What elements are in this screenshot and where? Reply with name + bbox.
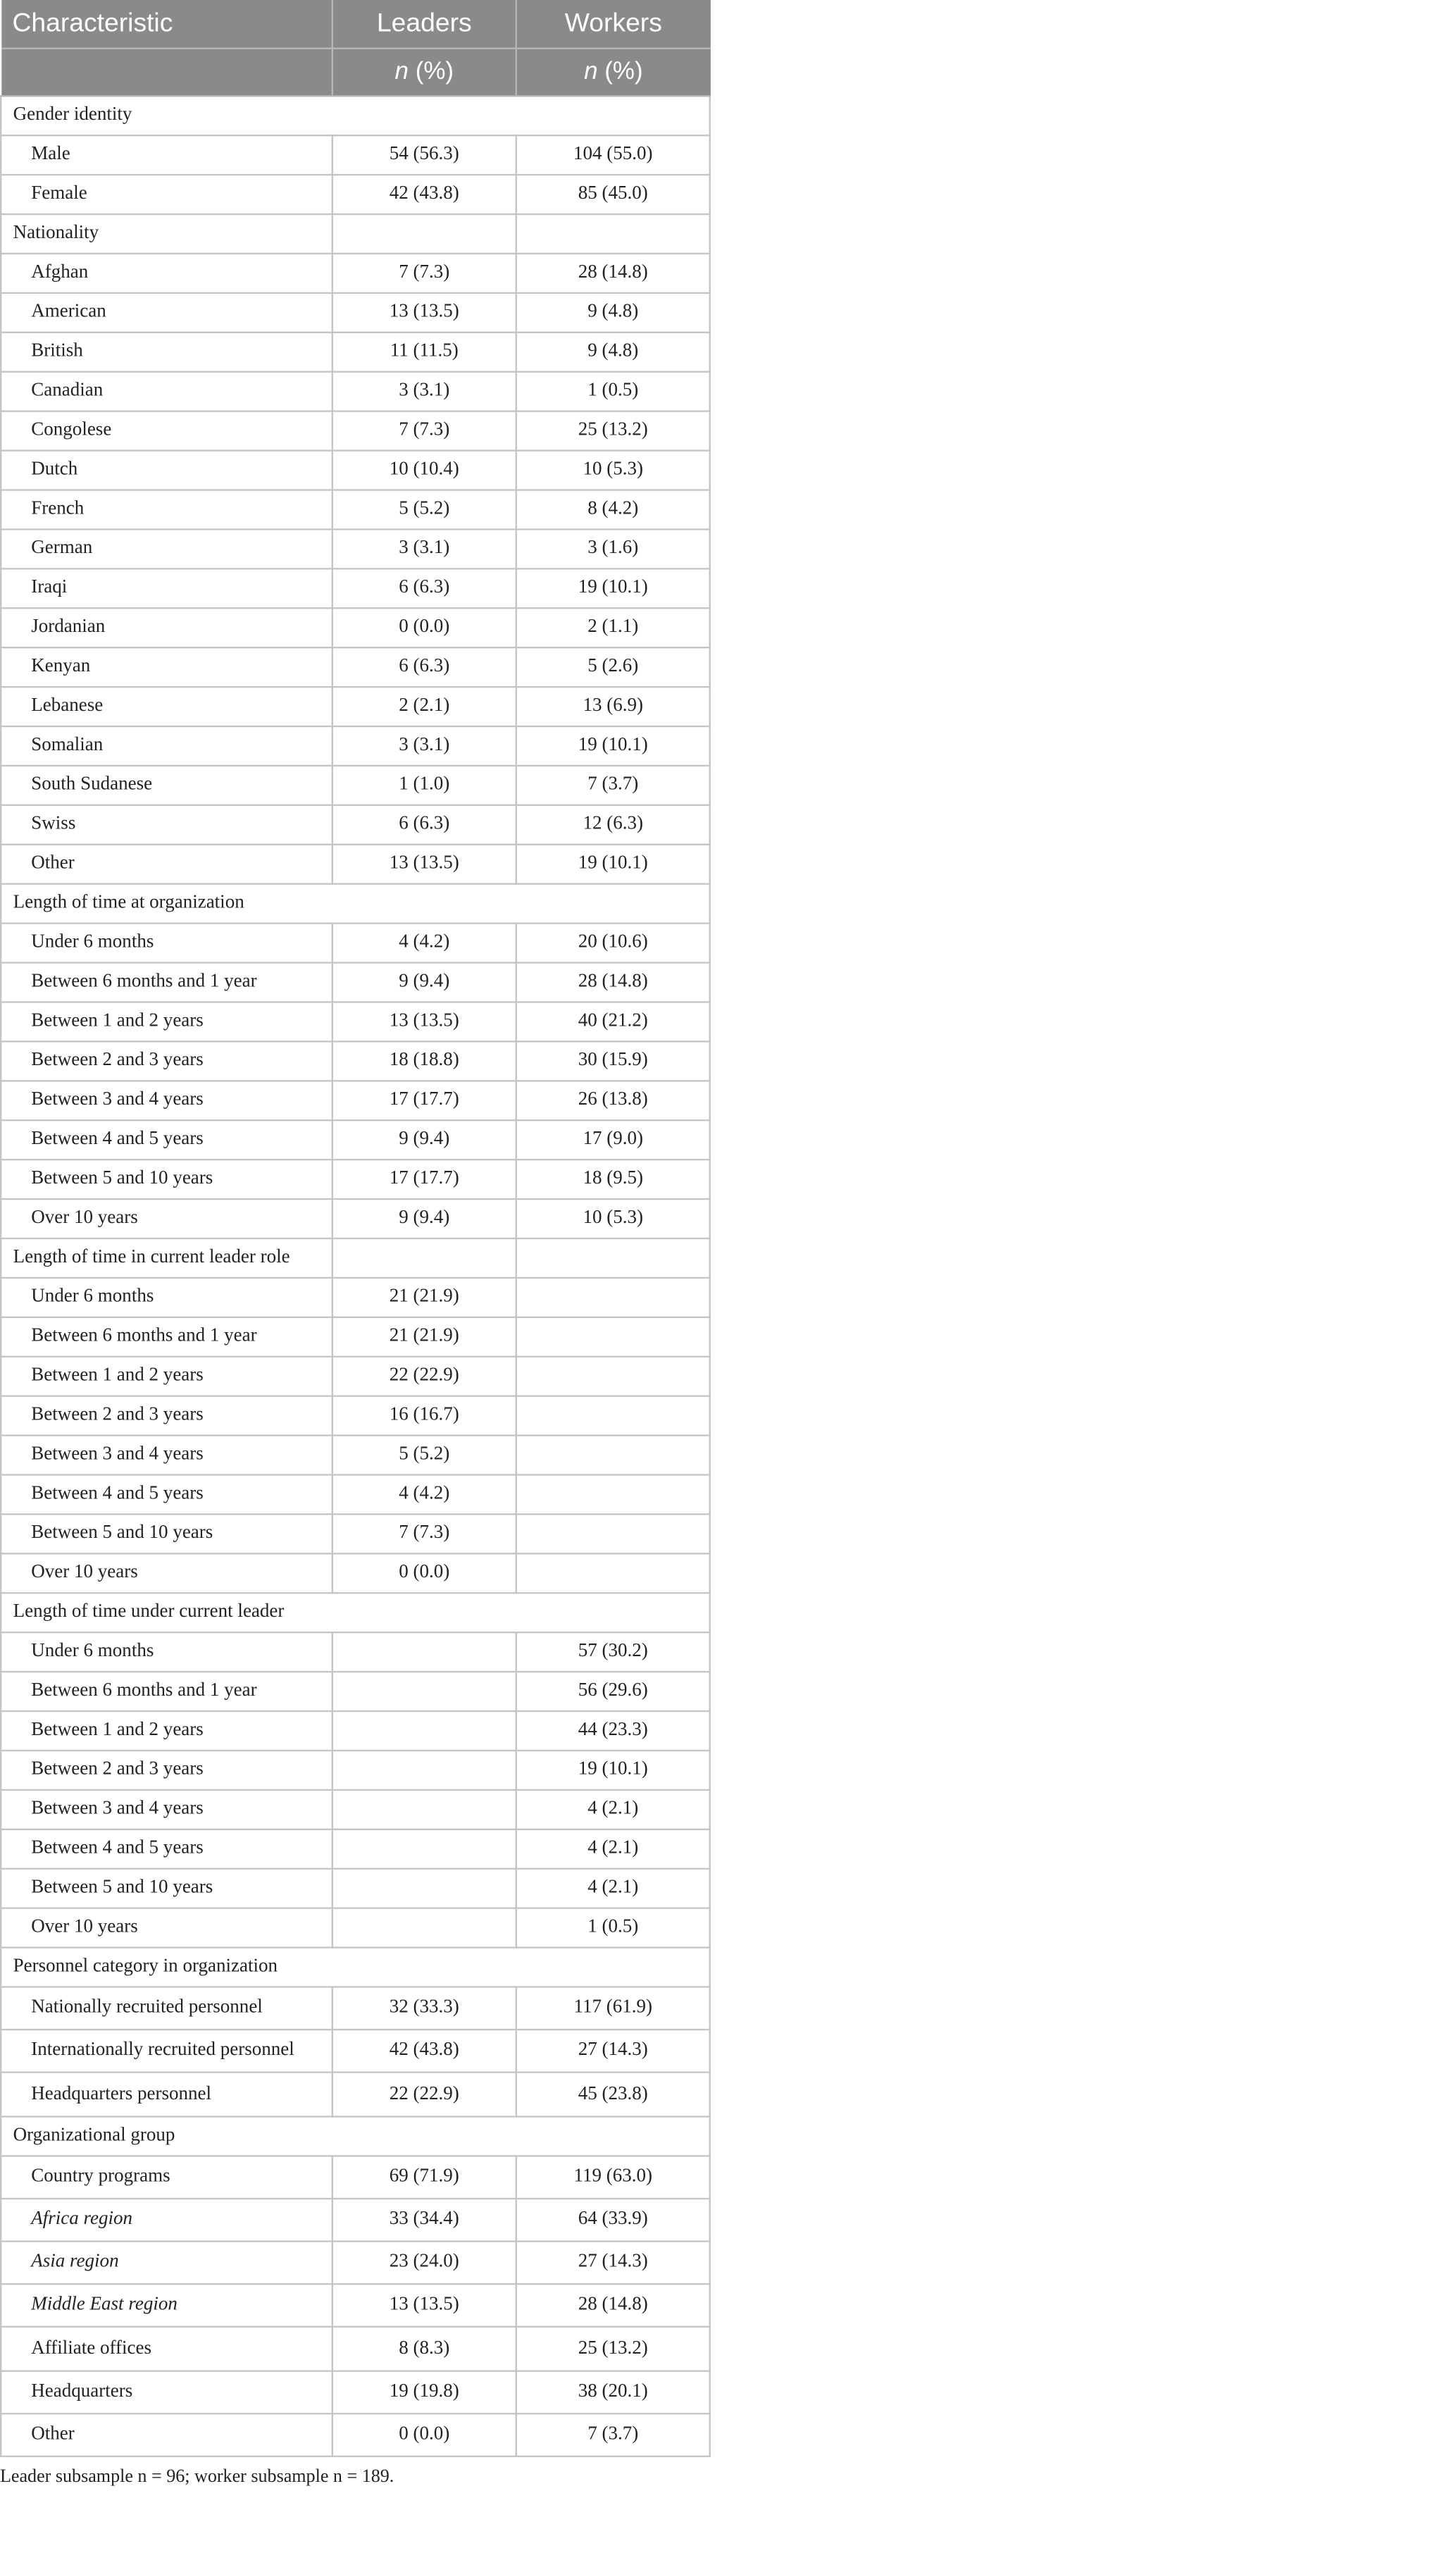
row-label: Between 6 months and 1 year	[1, 1672, 332, 1711]
leaders-value	[332, 1829, 516, 1869]
workers-value: 19 (10.1)	[516, 569, 710, 608]
group-title: Organizational group	[1, 2116, 710, 2156]
workers-value: 9 (4.8)	[516, 333, 710, 372]
workers-value: 26 (13.8)	[516, 1081, 710, 1120]
workers-value: 25 (13.2)	[516, 2328, 710, 2371]
row-label: Between 6 months and 1 year	[1, 963, 332, 1002]
subheader-workers-n: n	[584, 56, 598, 85]
leaders-value: 5 (5.2)	[332, 1436, 516, 1475]
table-row	[1, 135, 710, 175]
table-row	[1, 1160, 710, 1199]
workers-value: 30 (15.9)	[516, 1041, 710, 1081]
leaders-value	[332, 1908, 516, 1948]
group-blank-cell	[332, 214, 516, 254]
workers-value: 10 (5.3)	[516, 451, 710, 490]
table-row	[1, 2413, 710, 2456]
table-row	[1, 1199, 710, 1238]
table-row	[1, 2284, 710, 2327]
leaders-value	[332, 1790, 516, 1829]
leaders-value: 42 (43.8)	[332, 175, 516, 214]
table-row	[1, 1829, 710, 1869]
header-characteristic: Characteristic	[1, 0, 332, 49]
group-row	[1, 214, 710, 254]
table-row	[1, 333, 710, 372]
table-row	[1, 845, 710, 884]
workers-value: 40 (21.2)	[516, 1002, 710, 1041]
row-label: Between 5 and 10 years	[1, 1869, 332, 1908]
leaders-value	[332, 1869, 516, 1908]
row-label: Affiliate offices	[1, 2328, 332, 2371]
table-row	[1, 411, 710, 451]
table-row	[1, 2073, 710, 2116]
table-row	[1, 1081, 710, 1120]
table-row	[1, 608, 710, 647]
table-row	[1, 1514, 710, 1553]
workers-value	[516, 1278, 710, 1317]
leaders-value: 21 (21.9)	[332, 1317, 516, 1357]
group-row	[1, 1238, 710, 1278]
workers-value: 27 (14.3)	[516, 2030, 710, 2073]
table-row	[1, 1711, 710, 1751]
workers-value: 7 (3.7)	[516, 766, 710, 805]
row-label: Over 10 years	[1, 1553, 332, 1593]
workers-value: 17 (9.0)	[516, 1120, 710, 1160]
table-row	[1, 805, 710, 845]
row-label: Asia region	[1, 2241, 332, 2284]
workers-value: 12 (6.3)	[516, 805, 710, 845]
row-label: Between 2 and 3 years	[1, 1751, 332, 1790]
workers-value: 8 (4.2)	[516, 490, 710, 530]
workers-value: 4 (2.1)	[516, 1869, 710, 1908]
row-label: American	[1, 293, 332, 333]
row-label: Under 6 months	[1, 1278, 332, 1317]
workers-value: 19 (10.1)	[516, 1751, 710, 1790]
row-label: Middle East region	[1, 2284, 332, 2327]
group-title: Length of time under current leader	[1, 1593, 710, 1632]
row-label: Between 1 and 2 years	[1, 1357, 332, 1396]
row-label: Other	[1, 845, 332, 884]
leaders-value: 7 (7.3)	[332, 1514, 516, 1553]
workers-value: 57 (30.2)	[516, 1632, 710, 1672]
group-title: Length of time in current leader role	[1, 1238, 332, 1278]
workers-value: 28 (14.8)	[516, 2284, 710, 2327]
row-label: Between 1 and 2 years	[1, 1002, 332, 1041]
table-row	[1, 2328, 710, 2371]
table-row	[1, 2155, 710, 2198]
leaders-value: 3 (3.1)	[332, 726, 516, 766]
table-row	[1, 1317, 710, 1357]
table-row	[1, 963, 710, 1002]
leaders-value: 21 (21.9)	[332, 1278, 516, 1317]
leaders-value: 42 (43.8)	[332, 2030, 516, 2073]
header-leaders: Leaders	[332, 0, 516, 49]
table-row	[1, 175, 710, 214]
group-row	[1, 1593, 710, 1632]
table-row	[1, 1475, 710, 1515]
subheader-leaders	[332, 49, 516, 97]
group-title: Nationality	[1, 214, 332, 254]
leaders-value: 13 (13.5)	[332, 845, 516, 884]
row-label: Between 3 and 4 years	[1, 1081, 332, 1120]
leaders-value: 22 (22.9)	[332, 2073, 516, 2116]
row-label: Over 10 years	[1, 1908, 332, 1948]
workers-value: 117 (61.9)	[516, 1987, 710, 2030]
row-label: Between 5 and 10 years	[1, 1514, 332, 1553]
table-row	[1, 1632, 710, 1672]
leaders-value: 10 (10.4)	[332, 451, 516, 490]
leaders-value: 9 (9.4)	[332, 963, 516, 1002]
leaders-value: 4 (4.2)	[332, 924, 516, 963]
workers-value: 119 (63.0)	[516, 2155, 710, 2198]
workers-value	[516, 1436, 710, 1475]
workers-value: 25 (13.2)	[516, 411, 710, 451]
leaders-value: 3 (3.1)	[332, 372, 516, 411]
workers-value: 7 (3.7)	[516, 2413, 710, 2456]
row-label: German	[1, 529, 332, 569]
table-row	[1, 529, 710, 569]
subheader-empty	[1, 49, 332, 97]
workers-value: 45 (23.8)	[516, 2073, 710, 2116]
table-row	[1, 1357, 710, 1396]
table-header	[1, 0, 710, 96]
leaders-value: 5 (5.2)	[332, 490, 516, 530]
table-row	[1, 1751, 710, 1790]
table-row	[1, 687, 710, 726]
leaders-value: 6 (6.3)	[332, 805, 516, 845]
workers-value: 4 (2.1)	[516, 1790, 710, 1829]
workers-value: 27 (14.3)	[516, 2241, 710, 2284]
leaders-value: 19 (19.8)	[332, 2371, 516, 2413]
leaders-value: 8 (8.3)	[332, 2328, 516, 2371]
workers-value: 10 (5.3)	[516, 1199, 710, 1238]
row-label: Under 6 months	[1, 1632, 332, 1672]
table-row	[1, 1908, 710, 1948]
group-row	[1, 1948, 710, 1987]
leaders-value: 13 (13.5)	[332, 1002, 516, 1041]
row-label: Jordanian	[1, 608, 332, 647]
group-blank-cell	[516, 1238, 710, 1278]
row-label: Country programs	[1, 2155, 332, 2198]
group-title: Personnel category in organization	[1, 1948, 710, 1987]
row-label: Between 3 and 4 years	[1, 1790, 332, 1829]
row-label: Headquarters personnel	[1, 2073, 332, 2116]
table-row	[1, 1278, 710, 1317]
table-container	[0, 0, 711, 2487]
row-label: Between 4 and 5 years	[1, 1475, 332, 1515]
table-row	[1, 1672, 710, 1711]
row-label: Iraqi	[1, 569, 332, 608]
leaders-value: 11 (11.5)	[332, 333, 516, 372]
leaders-value: 3 (3.1)	[332, 529, 516, 569]
leaders-value: 7 (7.3)	[332, 254, 516, 293]
subheader-leaders-pct: (%)	[408, 56, 454, 85]
header-row	[1, 0, 710, 49]
workers-value: 1 (0.5)	[516, 1908, 710, 1948]
row-label: Male	[1, 135, 332, 175]
row-label: Between 5 and 10 years	[1, 1160, 332, 1199]
table-row	[1, 924, 710, 963]
row-label: Between 1 and 2 years	[1, 1711, 332, 1751]
table-row	[1, 490, 710, 530]
leaders-value: 17 (17.7)	[332, 1081, 516, 1120]
workers-value	[516, 1514, 710, 1553]
table-body	[1, 96, 710, 2456]
workers-value: 85 (45.0)	[516, 175, 710, 214]
workers-value: 4 (2.1)	[516, 1829, 710, 1869]
row-label: Afghan	[1, 254, 332, 293]
table-row	[1, 2030, 710, 2073]
workers-value: 3 (1.6)	[516, 529, 710, 569]
workers-value: 13 (6.9)	[516, 687, 710, 726]
workers-value: 18 (9.5)	[516, 1160, 710, 1199]
leaders-value	[332, 1751, 516, 1790]
group-row	[1, 96, 710, 135]
table-row	[1, 726, 710, 766]
table-row	[1, 451, 710, 490]
workers-value: 1 (0.5)	[516, 372, 710, 411]
group-title: Gender identity	[1, 96, 710, 135]
row-label: Over 10 years	[1, 1199, 332, 1238]
workers-value: 19 (10.1)	[516, 845, 710, 884]
leaders-value: 13 (13.5)	[332, 293, 516, 333]
table-row	[1, 1553, 710, 1593]
leaders-value: 0 (0.0)	[332, 2413, 516, 2456]
row-label: Lebanese	[1, 687, 332, 726]
table-row	[1, 766, 710, 805]
leaders-value: 13 (13.5)	[332, 2284, 516, 2327]
table-row	[1, 1790, 710, 1829]
row-label: Kenyan	[1, 647, 332, 687]
group-blank-cell	[516, 214, 710, 254]
row-label: Between 6 months and 1 year	[1, 1317, 332, 1357]
workers-value	[516, 1317, 710, 1357]
workers-value	[516, 1357, 710, 1396]
table-footnote: Leader subsample n = 96; worker subsample n = 189.	[0, 2466, 394, 2487]
workers-value: 38 (20.1)	[516, 2371, 710, 2413]
table-row	[1, 1396, 710, 1436]
leaders-value: 1 (1.0)	[332, 766, 516, 805]
table-row	[1, 1041, 710, 1081]
table-row	[1, 2371, 710, 2413]
leaders-value: 32 (33.3)	[332, 1987, 516, 2030]
workers-value: 9 (4.8)	[516, 293, 710, 333]
table-row	[1, 647, 710, 687]
leaders-value	[332, 1672, 516, 1711]
workers-value: 2 (1.1)	[516, 608, 710, 647]
table-row	[1, 372, 710, 411]
group-row	[1, 884, 710, 924]
workers-value: 64 (33.9)	[516, 2198, 710, 2241]
row-label: South Sudanese	[1, 766, 332, 805]
leaders-value: 69 (71.9)	[332, 2155, 516, 2198]
group-row	[1, 2116, 710, 2156]
table-row	[1, 254, 710, 293]
row-label: Dutch	[1, 451, 332, 490]
row-label: Somalian	[1, 726, 332, 766]
header-workers: Workers	[516, 0, 710, 49]
leaders-value: 9 (9.4)	[332, 1120, 516, 1160]
leaders-value: 16 (16.7)	[332, 1396, 516, 1436]
leaders-value: 2 (2.1)	[332, 687, 516, 726]
workers-value: 28 (14.8)	[516, 963, 710, 1002]
leaders-value: 6 (6.3)	[332, 647, 516, 687]
subheader-leaders-n: n	[394, 56, 409, 85]
workers-value	[516, 1475, 710, 1515]
leaders-value: 18 (18.8)	[332, 1041, 516, 1081]
table-row	[1, 2241, 710, 2284]
leaders-value: 33 (34.4)	[332, 2198, 516, 2241]
row-label: Nationally recruited personnel	[1, 1987, 332, 2030]
workers-value: 19 (10.1)	[516, 726, 710, 766]
row-label: Between 2 and 3 years	[1, 1041, 332, 1081]
workers-value	[516, 1553, 710, 1593]
row-label: Between 3 and 4 years	[1, 1436, 332, 1475]
table-row	[1, 2198, 710, 2241]
leaders-value: 7 (7.3)	[332, 411, 516, 451]
table-row	[1, 1002, 710, 1041]
leaders-value: 22 (22.9)	[332, 1357, 516, 1396]
leaders-value	[332, 1711, 516, 1751]
subheader-workers	[516, 49, 710, 97]
workers-value: 56 (29.6)	[516, 1672, 710, 1711]
row-label: Canadian	[1, 372, 332, 411]
row-label: Between 4 and 5 years	[1, 1120, 332, 1160]
workers-value: 5 (2.6)	[516, 647, 710, 687]
leaders-value: 23 (24.0)	[332, 2241, 516, 2284]
leaders-value: 17 (17.7)	[332, 1160, 516, 1199]
workers-value: 20 (10.6)	[516, 924, 710, 963]
workers-value	[516, 1396, 710, 1436]
row-label: Internationally recruited personnel	[1, 2030, 332, 2073]
leaders-value: 4 (4.2)	[332, 1475, 516, 1515]
row-label: Congolese	[1, 411, 332, 451]
table-row	[1, 1436, 710, 1475]
row-label: Under 6 months	[1, 924, 332, 963]
subheader-workers-pct: (%)	[597, 56, 643, 85]
row-label: Headquarters	[1, 2371, 332, 2413]
leaders-value: 54 (56.3)	[332, 135, 516, 175]
leaders-value	[332, 1632, 516, 1672]
row-label: Between 2 and 3 years	[1, 1396, 332, 1436]
table-row	[1, 1120, 710, 1160]
group-blank-cell	[332, 1238, 516, 1278]
subheader-row	[1, 49, 710, 97]
leaders-value: 9 (9.4)	[332, 1199, 516, 1238]
workers-value: 28 (14.8)	[516, 254, 710, 293]
leaders-value: 6 (6.3)	[332, 569, 516, 608]
leaders-value: 0 (0.0)	[332, 608, 516, 647]
row-label: French	[1, 490, 332, 530]
table-row	[1, 293, 710, 333]
leaders-value: 0 (0.0)	[332, 1553, 516, 1593]
row-label: British	[1, 333, 332, 372]
group-title: Length of time at organization	[1, 884, 710, 924]
workers-value: 104 (55.0)	[516, 135, 710, 175]
row-label: Female	[1, 175, 332, 214]
table-row	[1, 1987, 710, 2030]
row-label: Between 4 and 5 years	[1, 1829, 332, 1869]
row-label: Africa region	[1, 2198, 332, 2241]
characteristics-table	[0, 0, 711, 2457]
row-label: Swiss	[1, 805, 332, 845]
table-row	[1, 1869, 710, 1908]
workers-value: 44 (23.3)	[516, 1711, 710, 1751]
row-label: Other	[1, 2413, 332, 2456]
table-row	[1, 569, 710, 608]
